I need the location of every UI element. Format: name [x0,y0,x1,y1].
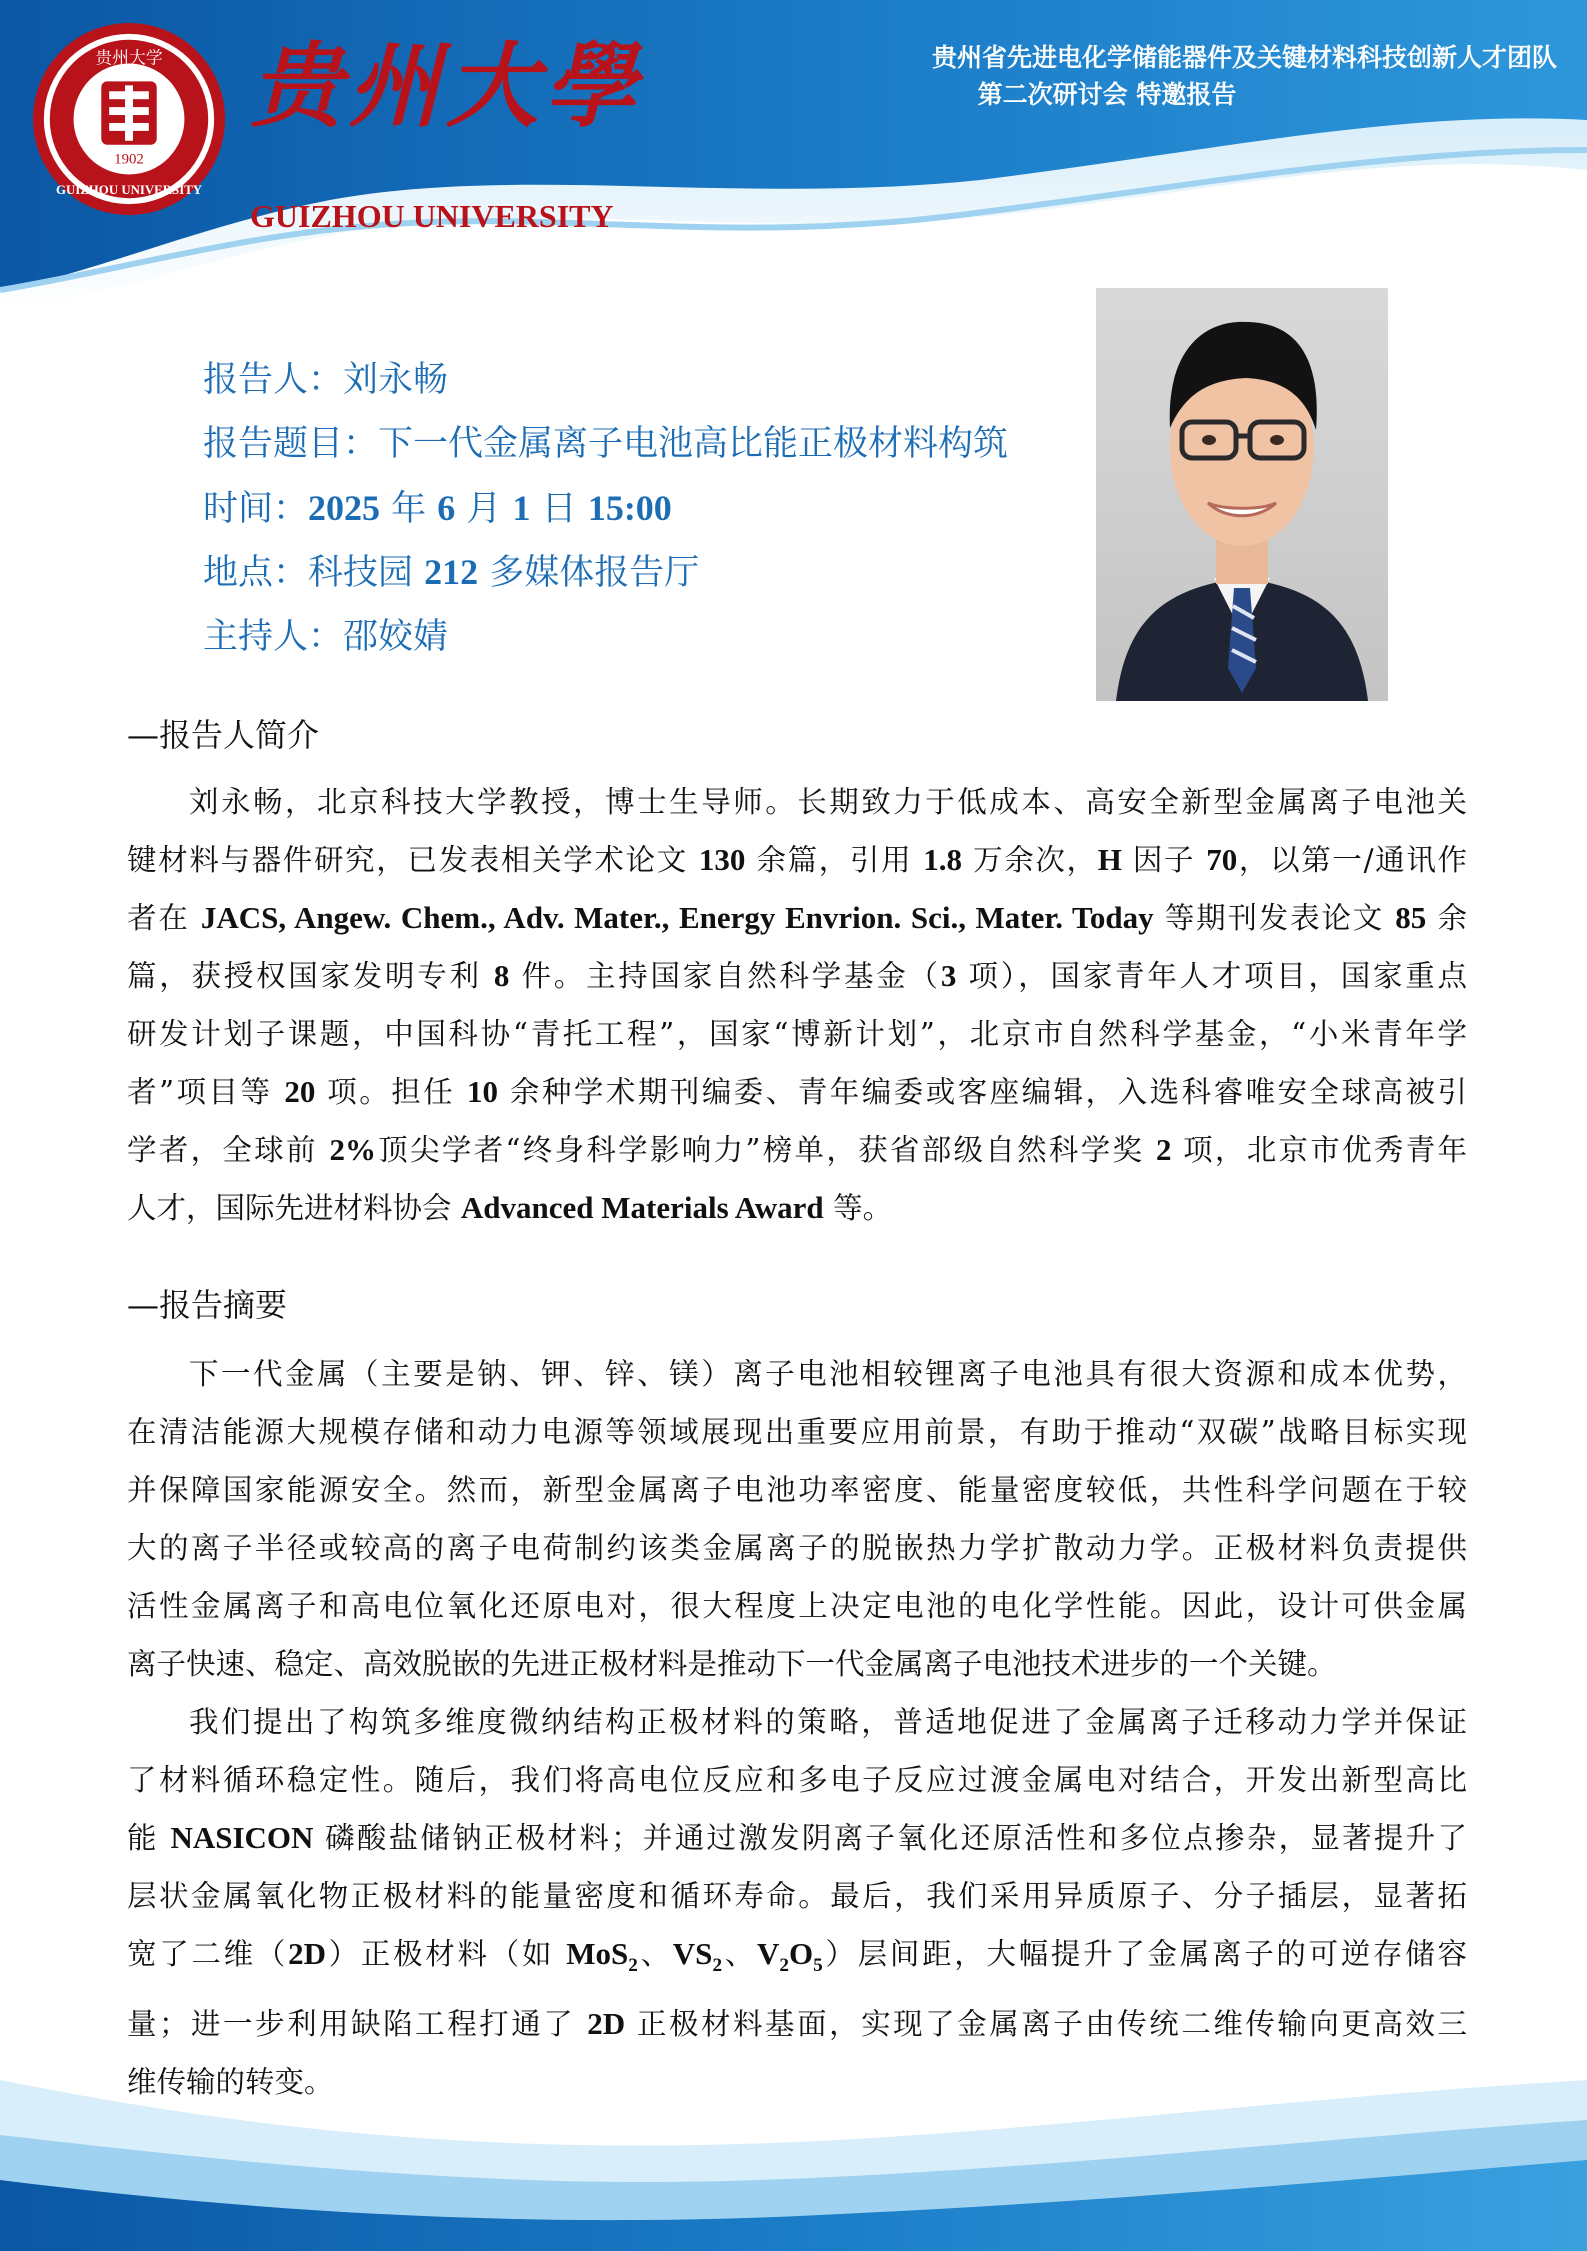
bio-text: 篇，获授权国家发明专利 [127,959,494,993]
bio-paragraph [127,773,1467,1237]
bio-number: 2% [329,1132,376,1167]
university-logo-chinese: 贵州大學 [250,32,643,140]
time-month: 6 [437,488,456,528]
bio-line [127,1121,1467,1179]
bio-text: 余种学术期刊编委、青年编委或客座编辑，入选科睿唯安全球高被引 [498,1075,1467,1109]
abstract-line [127,1925,1467,1995]
time-month-unit: 月 [455,489,513,529]
bio-line [127,773,1467,831]
formula-subscript: 2 [779,1955,789,1977]
bio-text: 人才，国际先进材料协会 [127,1191,461,1225]
speaker-photo [1096,288,1388,701]
seal-top-text: 贵州大学 [95,47,163,68]
time-year: 2025 [308,488,381,528]
bio-number: H [1097,842,1122,877]
host-name: 邵姣婧 [343,617,449,657]
title-label: 报告题目： [203,424,379,464]
host-row [203,609,448,659]
abstract-line: 下一代金属（主要是钠、钾、锌、镁）离子电池相较锂离子电池具有很大资源和成本优势， [189,1357,1467,1391]
abstract-text: 量；进一步利用缺陷工程打通了 [127,2007,588,2042]
bio-text: 万余次， [962,843,1098,877]
bio-number: 2 [1155,1132,1172,1167]
bio-number: 85 [1395,900,1427,935]
time-clock: 15:00 [587,488,672,528]
bio-number: 10 [467,1074,499,1109]
bio-text: 项。担任 [315,1075,468,1109]
time-label: 时间： [203,489,309,529]
abstract-line: 维传输的转变。 [127,2065,334,2100]
abstract-text: 、 [637,1937,673,1971]
abstract-term: 2D [288,1936,326,1971]
abstract-line: 我们提出了构筑多维度微纳结构正极材料的策略，普适地促进了金属离子迁移动力学并保证 [189,1705,1467,1739]
formula-part: O [788,1936,814,1971]
abstract-line: 层状金属氧化物正极材料的能量密度和循环寿命。最后，我们采用异质原子、分子插层，显著拓 [127,1879,1467,1913]
footer-wave-banner [0,2040,1587,2251]
time-day: 1 [512,488,531,528]
bio-number: 70 [1206,842,1238,877]
time-day-unit: 日 [530,489,588,529]
bio-line [127,947,1467,1005]
university-logo-english: GUIZHOU UNIVERSITY [250,198,614,234]
bio-journals: JACS, Angew. Chem., Adv. Mater., Energy Envrion. Sci., Mater. Today [200,900,1154,935]
speaker-name: 刘永畅 [343,360,449,400]
bio-text: 余 [1426,901,1467,935]
formula-subscript: 5 [813,1955,823,1977]
bio-award: Advanced Materials Award [460,1190,824,1225]
time-row [203,481,672,531]
abstract-line: 在清洁能源大规模存储和动力电源等领域展现出重要应用前景，有助于推动“双碳”战略目标实现 [127,1415,1467,1449]
abstract-text: 宽了二维（ [127,1937,289,1971]
bio-text: 项，北京市优秀青年 [1171,1133,1467,1167]
abstract-line: 离子快速、稳定、高效脱嵌的先进正极材料是推动下一代金属离子电池技术进步的一个关键。 [127,1647,1337,1681]
bio-number: 130 [698,842,746,877]
bio-text: 项），国家青年人才项目，国家重点 [956,959,1467,993]
bio-number: 3 [940,958,957,993]
bio-text: 因子 [1121,843,1207,877]
abstract-text: 能 [127,1821,171,1855]
abstract-line: 活性金属离子和高电位氧化还原电对，很大程度上决定电池的电化学性能。因此，设计可供金属 [127,1589,1467,1623]
bio-text: ，以第一/通讯作 [1237,843,1467,877]
bio-line [127,1005,1467,1063]
abstract-text: ）层间距，大幅提升了金属离子的可逆存储容 [822,1937,1467,1971]
abstract-term: NASICON [170,1820,314,1855]
university-seal-icon [30,20,228,218]
abstract-text: 磷酸盐储钠正极材料；并通过激发阴离子氧化还原活性和多位点掺杂，显著提升了 [313,1821,1467,1855]
formula-v2o5 [756,1936,823,1977]
title-row [203,416,1008,466]
bio-text: 余篇，引用 [745,843,924,877]
abstract-text: ）正极材料（如 [325,1937,567,1971]
talk-title: 下一代金属离子电池高比能正极材料构筑 [378,424,1009,464]
host-label: 主持人： [203,617,344,657]
abstract-text: 、 [722,1937,757,1971]
bio-text: 研发计划子课题，中国科协“青托工程”，国家“博新计划”，北京市自然科学基金，“小米青年学 [127,1017,1467,1051]
speaker-row [203,352,448,402]
abstract-heading: —报告摘要 [127,1286,288,1324]
bio-text: 者”项目等 [127,1075,285,1109]
bio-heading: —报告人简介 [127,716,320,754]
bio-text: 顶尖学者“终身科学影响力”榜单，获省部级自然科学奖 [375,1133,1156,1167]
bio-line [127,1063,1467,1121]
abstract-line: 并保障国家能源安全。然而，新型金属离子电池功率密度、能量密度较低，共性科学问题在于较 [127,1473,1467,1507]
formula-subscript: 2 [628,1955,638,1977]
speaker-label: 报告人： [203,360,344,400]
formula-part: V [756,1936,780,1971]
place-building: 科技园 [308,553,425,593]
bio-line [127,1179,1467,1237]
bio-line [127,831,1467,889]
bio-text: 学者，全球前 [127,1133,330,1167]
bio-text: 等期刊发表论文 [1153,901,1396,935]
bio-number: 8 [493,958,510,993]
abstract-line: 了材料循环稳定性。随后，我们将高电位反应和多电子反应过渡金属电对结合，开发出新型高比 [127,1763,1467,1797]
bio-number: 1.8 [923,842,963,877]
abstract-line [127,1809,1467,1867]
organizer-line-1: 贵州省先进电化学储能器件及关键材料科技创新人才团队 [931,43,1557,72]
bio-text: 刘永畅，北京科技大学教授，博士生导师。长期致力于低成本、高安全新型金属离子电池关 [189,785,1467,819]
bio-line [127,889,1467,947]
time-year-unit: 年 [380,489,438,529]
abstract-line: 大的离子半径或较高的离子电荷制约该类金属离子的脱嵌热力学扩散动力学。正极材料负责提供 [127,1531,1467,1565]
seal-bottom-text: GUIZHOU UNIVERSITY [55,183,203,198]
abstract-term: 2D [587,2006,626,2042]
abstract-paragraph-1 [127,1345,1467,1693]
place-room: 212 [424,552,479,592]
formula-vs2 [672,1936,723,1977]
seal-year: 1902 [114,151,144,168]
bio-text: 等。 [823,1191,893,1225]
place-row [203,545,699,595]
organizer-line-2: 第二次研讨会 特邀报告 [977,80,1237,109]
abstract-text: 正极材料基面，实现了金属离子由传统二维传输向更高效三 [625,2007,1467,2042]
place-hall: 多媒体报告厅 [478,553,700,593]
place-label: 地点： [203,553,309,593]
bio-text: 件。主持国家自然科学基金（ [509,959,941,993]
bio-text: 者在 [127,901,201,935]
bio-number: 20 [284,1074,316,1109]
bio-text: 键材料与器件研究，已发表相关学术论文 [127,843,699,877]
formula-part: MoS [566,1936,629,1971]
formula-subscript: 2 [712,1955,723,1977]
formula-mos2 [566,1936,638,1977]
formula-part: VS [672,1936,713,1971]
